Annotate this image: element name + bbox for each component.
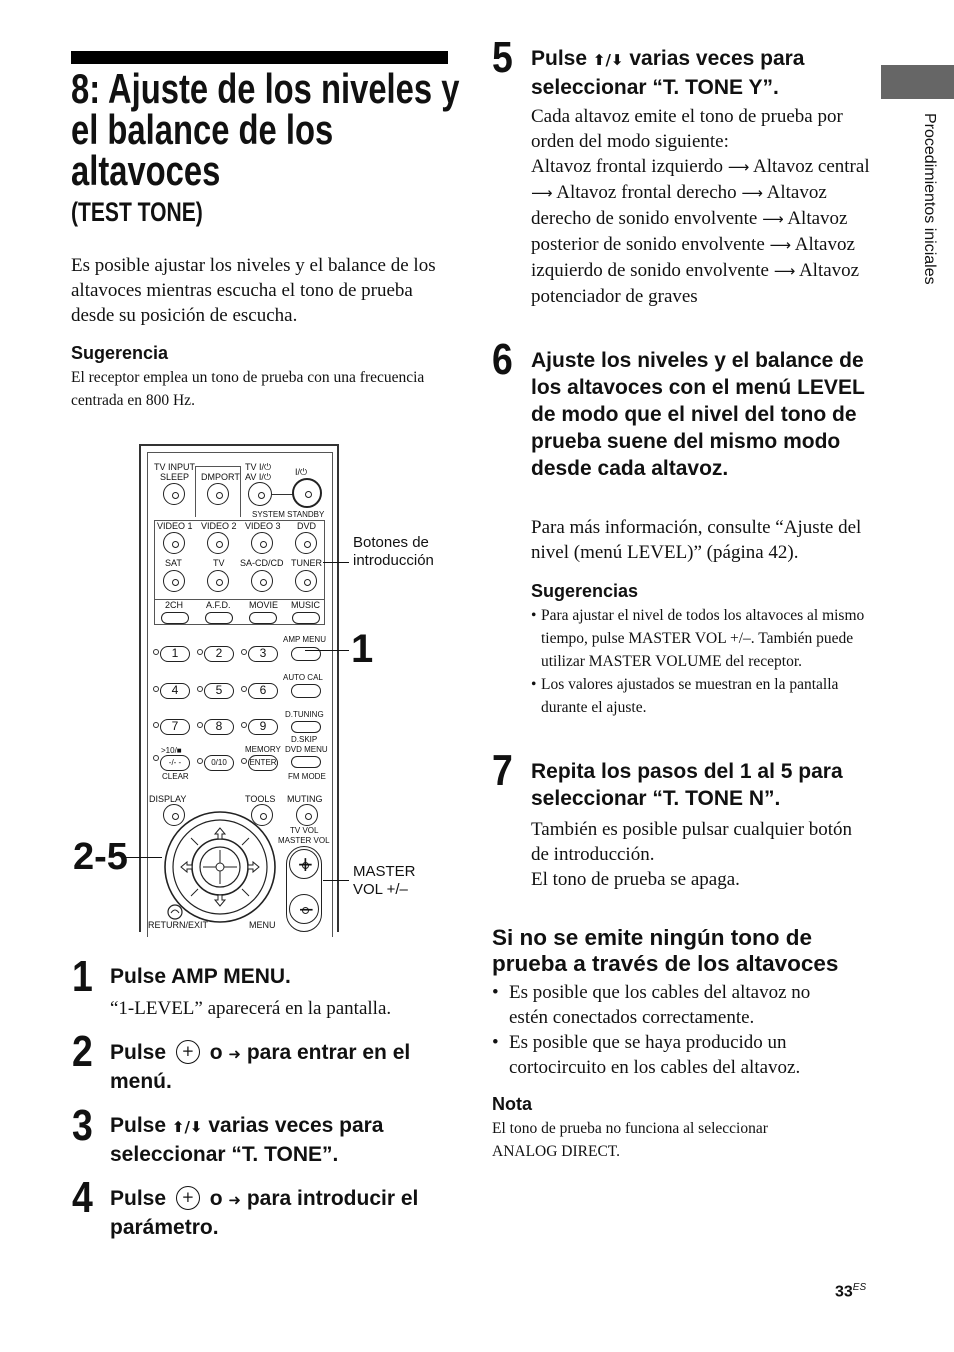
minus-icon: −: [298, 897, 315, 921]
dtuning-label: D.TUNING: [285, 710, 324, 719]
auto-cal-label: AUTO CAL: [283, 673, 323, 682]
page-title: [71, 65, 591, 229]
tip-item: • Para ajustar el nivel de todos los altavoces al mismo tiempo, pulse MASTER VOL +/–. También puede utilizar MASTER VOLUME del receptor.: [531, 604, 871, 673]
dot-zero: [197, 758, 203, 764]
video2-label: VIDEO 2: [201, 521, 237, 531]
video1-label: VIDEO 1: [157, 521, 193, 531]
remote-control-illustration: [139, 444, 339, 932]
step-4-pre: Pulse: [110, 1187, 167, 1210]
section-bullet: • Es posible que se haya producido un cortocircuito en los cables del altavoz.: [492, 1030, 837, 1080]
dot-ten: [153, 755, 159, 761]
memory-label: MEMORY: [245, 745, 281, 754]
muting-button[interactable]: [296, 804, 318, 826]
2ch-label: 2CH: [165, 600, 184, 610]
muting-label: MUTING: [287, 794, 323, 804]
note-heading: Nota: [492, 1094, 532, 1114]
intro-paragraph: Es posible ajustar los niveles y el balance de los altavoces mientras escucha el tono de prueba desde su posición de escucha.: [71, 255, 436, 326]
step-5-desc-intro: Cada altavoz emite el tono de prueba por orden del modo siguiente:: [531, 106, 843, 152]
callout-line-dpad: [126, 857, 162, 858]
up-down-arrows-icon: ⬆/⬇: [592, 51, 624, 69]
digit-9-button[interactable]: 9: [248, 719, 278, 735]
right-arrow-icon: ➜: [228, 1191, 241, 1209]
step-5-number: 5: [492, 33, 513, 82]
digit-3-button[interactable]: 3: [248, 646, 278, 662]
step-4-post: para introducir el parámetro.: [110, 1187, 419, 1239]
step-2-or: o: [209, 1041, 223, 1064]
dmport-label: DMPORT: [201, 472, 240, 482]
page-number: [835, 1282, 866, 1301]
joystick-icon: [176, 1186, 200, 1210]
page-number-value: 33: [835, 1283, 853, 1301]
music-label: MUSIC: [291, 600, 320, 610]
afd-label: A.F.D.: [206, 600, 231, 610]
title-rule: [71, 51, 448, 64]
digit-7-button[interactable]: 7: [160, 719, 190, 735]
step-2-post: para entrar en el menú.: [110, 1041, 411, 1093]
amp-menu-label: AMP MENU: [283, 635, 326, 644]
ten-label: >10/■: [161, 746, 182, 755]
step-7-heading: Repita los pasos del 1 al 5 para seleccionar “T. TONE N”.: [531, 760, 843, 810]
digit-6-button[interactable]: 6: [248, 683, 278, 699]
dot-6: [241, 686, 247, 692]
sat-button[interactable]: [163, 570, 185, 592]
tv-power-label: TV I/⏻: [245, 462, 272, 472]
title-subtitle: (TEST TONE): [71, 197, 203, 227]
note-text: El tono de prueba no funciona al seleccionar ANALOG DIRECT.: [492, 1120, 768, 1160]
step-4-or: o: [209, 1187, 223, 1210]
tuner-button[interactable]: [295, 570, 317, 592]
dtuning-button[interactable]: [291, 721, 321, 733]
callout-step-1: 1: [351, 627, 374, 671]
step-2-number: 2: [72, 1027, 93, 1076]
return-exit-label: RETURN/EXIT: [148, 920, 209, 930]
fm-mode-label: FM MODE: [288, 772, 326, 781]
callout-input-buttons: Botones de introducción: [353, 534, 434, 569]
speaker-6: Altavoz izquierdo de sonido envolvente: [531, 234, 855, 281]
speaker-4: Altavoz derecho de sonido envolvente: [531, 182, 827, 229]
movie-label: MOVIE: [249, 600, 279, 610]
dmport-button[interactable]: [207, 483, 229, 505]
title-line-2: el balance de los: [71, 106, 334, 153]
master-vol-label: MASTER VOL: [278, 836, 330, 845]
tuner-label: TUNER: [291, 558, 322, 568]
sleep-label: SLEEP: [160, 472, 190, 482]
step-6-heading: Ajuste los niveles y el balance de los altavoces con el menú LEVEL de modo que el nivel del tono de prueba suene del mismo modo desde cada altavoz.: [531, 349, 865, 480]
step-2-heading: [110, 1039, 450, 1095]
tip-heading: Sugerencia: [71, 343, 169, 363]
dot-7: [153, 722, 159, 728]
sequence-arrow-icon: ⟶: [769, 236, 792, 254]
speaker-7: Altavoz potenciador de graves: [531, 260, 860, 307]
tools-label: TOOLS: [245, 794, 276, 804]
movie-button[interactable]: [249, 612, 277, 624]
speaker-1: Altavoz frontal izquierdo: [531, 156, 724, 177]
dot-2: [197, 649, 203, 655]
step-2-pre: Pulse: [110, 1041, 167, 1064]
step-6-number: 6: [492, 335, 513, 384]
sequence-arrow-icon: ⟶: [741, 184, 763, 202]
step-3-pre: Pulse: [110, 1114, 167, 1137]
tip-item: • Los valores ajustados se muestran en la pantalla durante el ajuste.: [531, 673, 871, 719]
callout-master-vol: MASTER VOL +/–: [353, 863, 416, 898]
digit-8-button[interactable]: 8: [204, 719, 234, 735]
digit-5-button[interactable]: 5: [204, 683, 234, 699]
section-bullets: [492, 980, 837, 1080]
step-5-desc: [531, 104, 871, 309]
tip-text: El receptor emplea un tono de prueba con una frecuencia centrada en 800 Hz.: [71, 369, 425, 409]
step-7-desc-1: También es posible pulsar cualquier botón de introducción.: [531, 819, 853, 865]
speaker-sequence: [531, 154, 871, 309]
callout-step-2-5: 2-5: [73, 836, 128, 878]
sleep-button[interactable]: [163, 483, 185, 505]
right-arrow-icon: ➜: [228, 1045, 241, 1063]
side-tab-bar: [881, 65, 954, 99]
dot-enter: [241, 758, 247, 764]
tips-list: [531, 604, 871, 719]
sacd-button[interactable]: [251, 570, 273, 592]
return-icon[interactable]: [165, 904, 185, 920]
step-1-number: 1: [72, 952, 93, 1001]
joystick-icon: [176, 1040, 200, 1064]
sat-label: SAT: [165, 558, 182, 568]
dvd-menu-label: DVD MENU: [285, 745, 328, 754]
dot-8: [197, 722, 203, 728]
system-standby-label: SYSTEM STANDBY: [252, 510, 325, 519]
tv-input-label: TV INPUT: [154, 462, 196, 472]
video3-label: VIDEO 3: [245, 521, 281, 531]
sequence-arrow-icon: ⟶: [762, 210, 784, 228]
title-line-1: 8: Ajuste de los niveles y: [71, 65, 460, 112]
step-1-heading: Pulse AMP MENU.: [110, 965, 291, 988]
dvd-button[interactable]: [295, 532, 317, 554]
video3-button[interactable]: [251, 532, 273, 554]
step-7-desc-2: El tono de prueba se apaga.: [531, 869, 740, 890]
ten-button[interactable]: -/- -: [160, 755, 190, 771]
av-power-label: AV I/⏻: [245, 472, 271, 482]
step-4-number: 4: [72, 1173, 93, 1222]
dvd-menu-button[interactable]: [291, 756, 321, 768]
title-line-3: altavoces: [71, 147, 221, 194]
step-3-number: 3: [72, 1101, 93, 1150]
up-down-arrows-icon: ⬆/⬇: [171, 1118, 203, 1136]
tv-button[interactable]: [207, 570, 229, 592]
callout-line-input: [323, 562, 349, 563]
zero-button[interactable]: 0/10: [204, 755, 234, 771]
step-5-post: varias veces para seleccionar “T. TONE Y”.: [531, 47, 805, 99]
dot-4: [153, 686, 159, 692]
auto-cal-button[interactable]: [291, 684, 321, 698]
tv-vol-label: TV VOL: [290, 826, 319, 835]
step-5-heading: [531, 45, 871, 101]
step-7-number: 7: [492, 746, 513, 795]
section-bullet: • Es posible que los cables del altavoz no estén conectados correctamente.: [492, 980, 837, 1030]
step-3-heading: [110, 1112, 450, 1168]
step-3-post: varias veces para seleccionar “T. TONE”.: [110, 1114, 384, 1166]
standby-link-line: [272, 494, 294, 495]
music-button[interactable]: [292, 612, 320, 624]
2ch-button[interactable]: [161, 612, 189, 624]
sacd-label: SA-CD/CD: [240, 558, 284, 568]
enter-button[interactable]: ENTER: [248, 755, 278, 771]
step-5-pre: Pulse: [531, 47, 588, 70]
dskip-label: D.SKIP: [291, 735, 318, 744]
digit-4-button[interactable]: 4: [160, 683, 190, 699]
power-button[interactable]: [292, 478, 322, 508]
side-tab-label: Procedimientos iniciales: [921, 113, 938, 285]
tips-heading: Sugerencias: [531, 581, 639, 601]
dot-1: [153, 649, 159, 655]
av-power-button[interactable]: [248, 482, 272, 506]
page-number-suffix: ES: [852, 1282, 867, 1293]
speaker-3: Altavoz frontal derecho: [556, 182, 737, 203]
power-label: I/⏻: [295, 467, 308, 477]
video2-button[interactable]: [207, 532, 229, 554]
step-1-desc: “1-LEVEL” aparecerá en la pantalla.: [110, 998, 392, 1019]
step-4-heading: [110, 1185, 455, 1241]
step-6-desc: Para más información, consulte “Ajuste del nivel (menú LEVEL)” (página 42).: [531, 517, 862, 563]
sequence-arrow-icon: ⟶: [727, 158, 750, 176]
dot-5: [197, 686, 203, 692]
tv-label: TV: [213, 558, 225, 568]
step-7-desc: [531, 817, 871, 892]
sequence-arrow-icon: ⟶: [773, 262, 796, 280]
dvd-label: DVD: [297, 521, 317, 531]
menu-label: MENU: [249, 920, 276, 930]
afd-button[interactable]: [205, 612, 233, 624]
speaker-5: Altavoz posterior de sonido envolvente: [531, 208, 848, 255]
sequence-arrow-icon: ⟶: [531, 184, 553, 202]
plus-icon: +: [297, 852, 314, 876]
dot-3: [241, 649, 247, 655]
dot-9: [241, 722, 247, 728]
callout-line-step1: [305, 650, 349, 651]
section-heading: Si no se emite ningún tono de prueba a través de los altavoces: [492, 925, 839, 976]
display-label: DISPLAY: [149, 794, 187, 804]
video1-button[interactable]: [163, 532, 185, 554]
callout-line-vol: [323, 880, 349, 881]
clear-label: CLEAR: [162, 772, 189, 781]
speaker-2: Altavoz central: [753, 156, 870, 177]
digit-2-button[interactable]: 2: [204, 646, 234, 662]
digit-1-button[interactable]: 1: [160, 646, 190, 662]
